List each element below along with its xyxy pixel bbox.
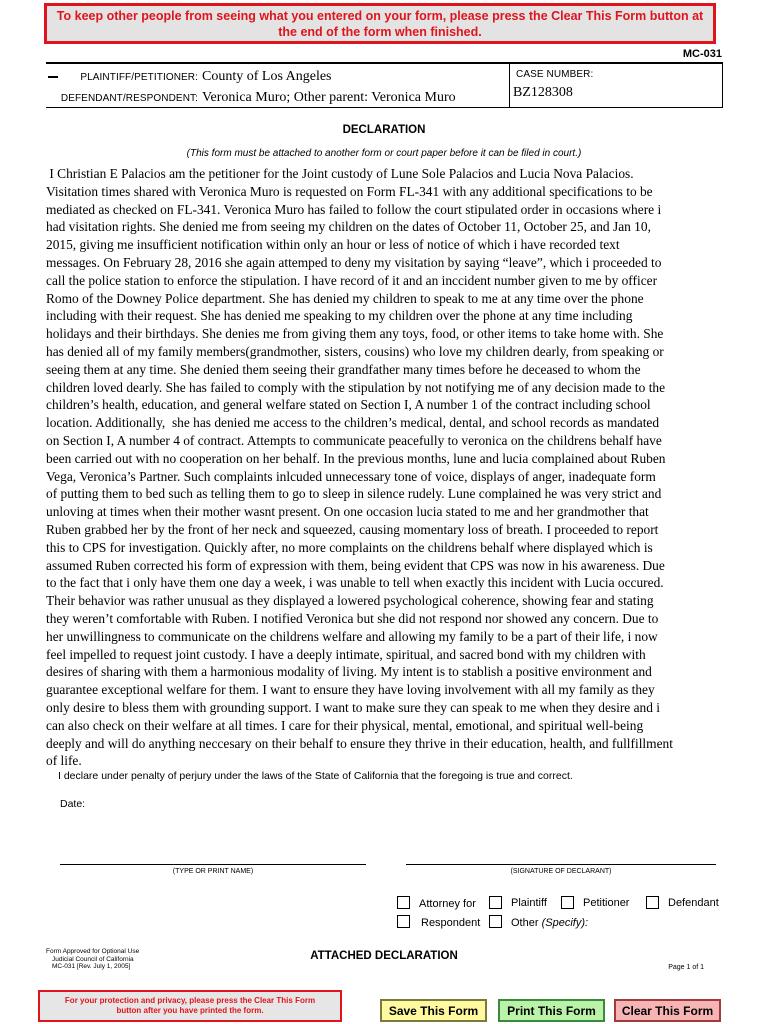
defendant-label: DEFENDANT/RESPONDENT: [60, 93, 198, 104]
footer-title: ATTACHED DECLARATION [310, 950, 458, 962]
defendant-checkbox[interactable] [646, 896, 659, 909]
approval-line-3: MC-031 [Rev. July 1, 2005] [52, 963, 131, 970]
signature-caption: (SIGNATURE OF DECLARANT) [510, 868, 612, 875]
parties-section [46, 64, 510, 107]
form-number: MC-031 [682, 48, 722, 60]
approval-line-2: Judicial Council of California [52, 955, 134, 963]
respondent-checkbox-label: Respondent [421, 917, 481, 929]
case-caption [46, 62, 723, 108]
clear-form-button[interactable]: Clear This Form [614, 999, 721, 1022]
plaintiff-checkbox[interactable] [489, 896, 502, 909]
respondent-checkbox[interactable] [397, 915, 410, 928]
declaration-text-field[interactable]: I Christian E Palacios am the petitioner for the Joint custody of Lune Sole Palacios and Lucia Nova Palacios. Visitation times shared with Veronica Muro is requested on Form FL-341 with any additional specifications to be mediated as checked on FL-341. Veronica Muro has failed to follow the court stipulated order in occasions where i had visitation rights. She denied me from seeing my children on the dates of October 11, October 25, and Jan 10, 2015, giving me insufficient notification within only an hour or less of notice of which i have recorded text messages. On February 28, 2016 she again attemped to deny my visitation by saying “leave”, which i proceeded to call the police station to enforce the stipulation. I have record of it and an inccident number given to me by officer Romo of the Downey Police department. She has denied my children to speak to me at any time over the phone including with their request. She has denied me speaking to my children over the phone at any time including holidays and their birthdays. She denies me from giving them any toys, food, or other items to take home with. She has denied all of my family members(grandmother, sisters, cousins) who love my children dearly, from speaking or seeing them at any time. She denied them seeing their grandfather many times before he deceased to whom the children loved dearly. She has failed to comply with the stipulation by not notifying me of any decision made to the children’s health, education, and general welfare stated on Section I, A number 1 of the contract including school location. Additionally, she has denied me access to the children’s medical, dental, and school records as mandated on Section I, A number 4 of contract. Attempts to communicate peacefully to veronica on the childrens behalf have been carried out with no cooperation on her behalf. In the previous months, lune and lucia complained about Ruben Vega, Veronica’s Partner. Such complaints inlcuded unnecessary tone of voice, displays of anger, inadequate form of putting them to bed such as telling them to go to sleep in silence rudely. Lune complained he was very strict and unloving at times when their mother wasnt present. On one occasion lucia stated to me and her grandmother that Ruben grabbed her by the front of her neck and squeezed, causing momentary loss of breath. I proceeded to report this to CPS for investigation. Quickly after, no more complaints on the childrens behalf where displayed which is assumed Ruben corrected his form of expression with them, being evident that CPS was now in his awareness. Due to the fact that i only have them one day a week, i was unable to tell when exactly this incident with Lucia occured. Their behavior was rather unusual as they displayed a lowered psychological coherence, showing fear and stating they weren’t comfortable with Ruben. I notified Veronica but she did not respond nor showed any concern. Due to her unwillingness to communicate on the childrens welfare and allowing my family to be a part of their life, i now feel impelled to request joint custody. I have a deeply intimate, spiritual, and sacred bond with my children with desires of sharing with them a harmonious modality of living. My intent is to stablish a positive environment and guarantee exceptional welfare for them. I want to ensure they have loving involvement with all my family as they only desire to bless them with grounding support. I want to make sure they can speak to me when they desire and i can also check on their welfare at all times. I care for their physical, mental, emotional, and spiritual well-being deeply and will do anything neccesary on their behalf to ensure they thrive in their education, health, and fullfillment of life. [46, 166, 673, 769]
case-number-field[interactable]: BZ128308 [513, 85, 573, 100]
defendant-field[interactable]: Veronica Muro; Other parent: Veronica Muro [202, 90, 456, 105]
plaintiff-field[interactable]: County of Los Angeles [202, 69, 332, 84]
penalty-statement: I declare under penalty of perjury under the laws of the State of California that the foregoing is true and correct. [58, 770, 573, 782]
case-number-section [509, 64, 723, 107]
other-label: Other [511, 917, 539, 929]
top-privacy-warning: To keep other people from seeing what you entered on your form, please press the Clear This Form button at the end of the form when finished. [44, 3, 716, 44]
signature-line[interactable] [406, 864, 716, 865]
page-number: Page 1 of 1 [668, 964, 704, 971]
defendant-row [46, 88, 456, 106]
save-form-button[interactable]: Save This Form [380, 999, 487, 1022]
specify-label: (Specify): [541, 917, 589, 929]
date-label: Date: [60, 798, 86, 810]
plaintiff-row [46, 67, 332, 85]
petitioner-checkbox[interactable] [561, 896, 574, 909]
other-checkbox-label [511, 917, 588, 929]
attorney-for-label: Attorney for [419, 898, 476, 910]
petitioner-checkbox-label: Petitioner [583, 897, 630, 909]
declaration-subtitle: (This form must be attached to another form or court paper before it can be filed in court.) [186, 148, 582, 159]
plaintiff-checkbox-label: Plaintiff [511, 897, 547, 909]
bottom-privacy-warning: For your protection and privacy, please press the Clear This Form button after you have printed the form. [38, 990, 342, 1022]
print-form-button[interactable]: Print This Form [498, 999, 605, 1022]
case-number-label: CASE NUMBER: [516, 69, 594, 80]
declaration-title: DECLARATION [342, 124, 426, 136]
defendant-checkbox-label: Defendant [668, 897, 719, 909]
name-caption: (TYPE OR PRINT NAME) [172, 868, 254, 875]
attorney-for-checkbox[interactable] [397, 896, 410, 909]
name-line[interactable] [60, 864, 366, 865]
approval-line-1: Form Approved for Optional Use [46, 948, 140, 955]
other-checkbox[interactable] [489, 915, 502, 928]
plaintiff-label: PLAINTIFF/PETITIONER: [80, 72, 198, 83]
